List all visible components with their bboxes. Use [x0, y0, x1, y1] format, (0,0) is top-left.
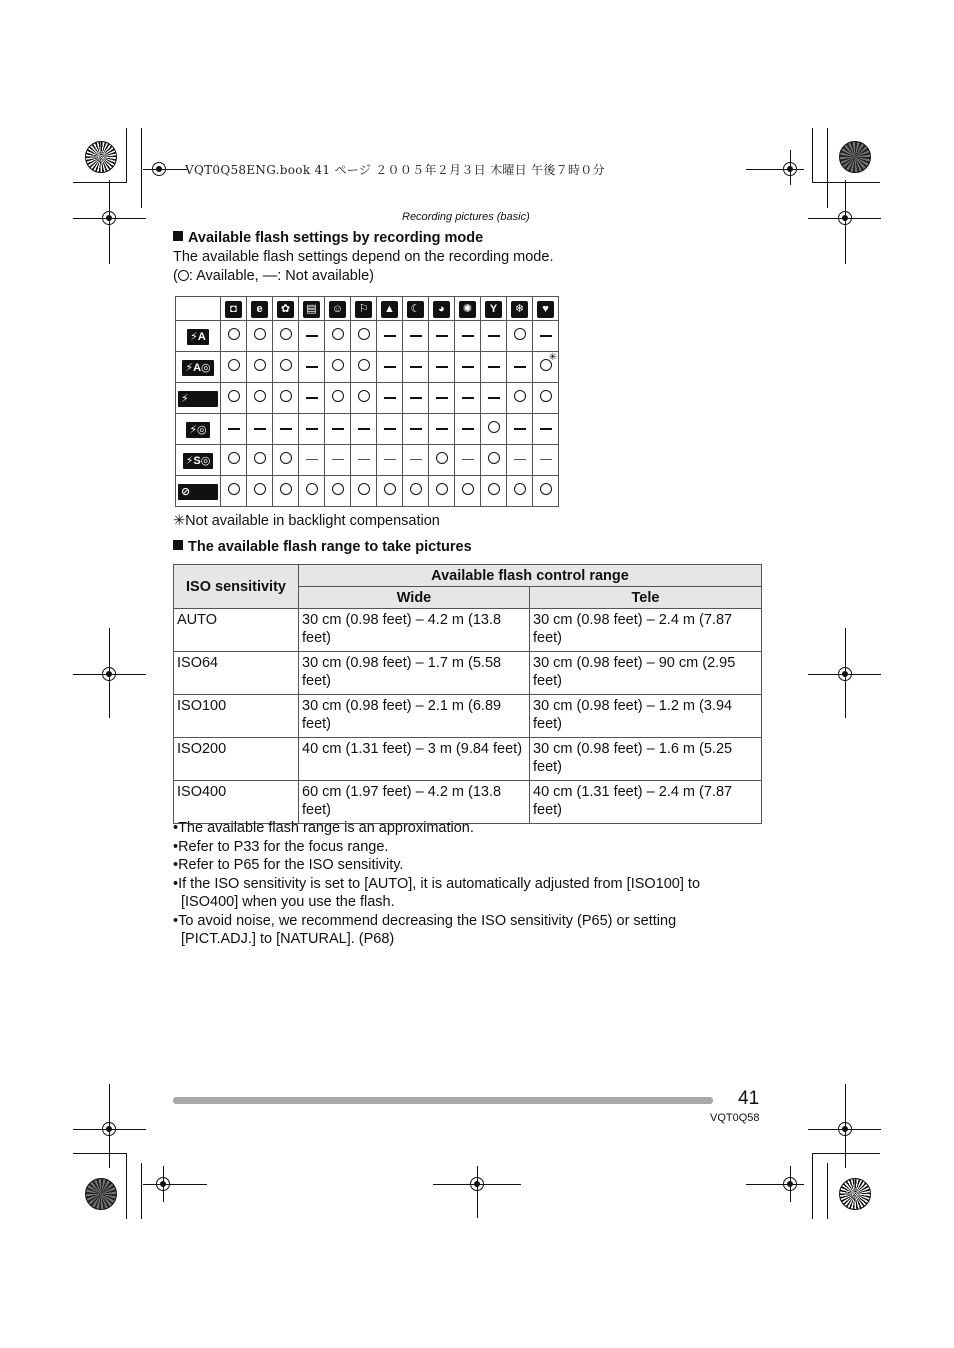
- note-text: Refer to P33 for the focus range.: [178, 838, 389, 855]
- flash-forced-on-icon: ⚡: [178, 391, 218, 407]
- not-available-dash-icon: [540, 428, 552, 430]
- mode-cell: [403, 445, 429, 476]
- mode-cell: [221, 352, 247, 383]
- available-circle-icon: [332, 328, 344, 340]
- mode-cell: [429, 321, 455, 352]
- range-cell-tele: 30 cm (0.98 feet) – 90 cm (2.95 feet): [530, 652, 762, 695]
- page-number: 41: [738, 1088, 760, 1109]
- flash-setting-cell: [176, 476, 221, 507]
- not-available-dash-icon: [228, 428, 240, 430]
- mode-cell: [377, 414, 403, 445]
- mode-cell: [455, 321, 481, 352]
- mode-cell: [507, 414, 533, 445]
- mode-cell: [533, 445, 559, 476]
- available-circle-icon: [280, 359, 292, 371]
- bullet-char: •: [173, 857, 179, 873]
- registration-mark-icon: [152, 162, 166, 176]
- mode-cell: [507, 321, 533, 352]
- mode-cell: [533, 352, 559, 383]
- not-available-dash-icon: [306, 428, 318, 430]
- range-cell-iso: ISO400: [174, 781, 299, 824]
- mode-column-header: [481, 297, 507, 321]
- mode-cell: [351, 321, 377, 352]
- mode-cell: [507, 383, 533, 414]
- not-available-dash-icon: [306, 335, 318, 337]
- mode-cell: [377, 476, 403, 507]
- fireworks-icon: ✺: [459, 301, 476, 318]
- mode-cell: [221, 445, 247, 476]
- not-available-dash-icon: [410, 459, 422, 460]
- mode-column-header: [325, 297, 351, 321]
- not-available-dash-icon: [410, 335, 422, 337]
- mode-cell: [429, 476, 455, 507]
- flash-range-table: [173, 564, 762, 824]
- available-circle-icon: [280, 452, 292, 464]
- mode-cell: [455, 352, 481, 383]
- mode-cell: [429, 414, 455, 445]
- range-cell-wide: 30 cm (0.98 feet) – 1.7 m (5.58 feet): [299, 652, 530, 695]
- mode-cell: [299, 445, 325, 476]
- available-circle-icon: [254, 452, 266, 464]
- list-item: [173, 819, 753, 838]
- registration-mark-icon: [102, 667, 116, 681]
- flash-auto-red-eye-icon: ⚡A◎: [182, 360, 213, 376]
- registration-disc-icon: [839, 141, 871, 173]
- night-portrait-icon: ◕: [433, 301, 450, 318]
- mode-cell: [299, 352, 325, 383]
- not-available-dash-icon: [306, 459, 318, 460]
- mode-cell: [221, 414, 247, 445]
- not-available-dash-icon: [332, 428, 344, 430]
- available-circle-icon: [280, 328, 292, 340]
- mode-cell: [481, 321, 507, 352]
- range-cell-wide: 60 cm (1.97 feet) – 4.2 m (13.8 feet): [299, 781, 530, 824]
- available-circle-icon: [228, 390, 240, 402]
- mode-column-header: [221, 297, 247, 321]
- available-circle-icon: [332, 359, 344, 371]
- economy-mode-icon: e: [251, 301, 268, 318]
- not-available-dash-icon: [358, 459, 370, 460]
- mode-cell: [481, 445, 507, 476]
- notes-list: [173, 819, 753, 949]
- mode-column-header: [351, 297, 377, 321]
- mode-cell: [455, 445, 481, 476]
- night-scenery-icon: ☾: [407, 301, 424, 318]
- note-text: If the ISO sensitivity is set to [AUTO], it is automatically adjusted from [ISO100] to [ISO400] when you use the flash.: [178, 875, 701, 910]
- mode-cell: [247, 321, 273, 352]
- available-circle-icon: [228, 328, 240, 340]
- available-circle-icon: [254, 483, 266, 495]
- mode-column-header: [533, 297, 559, 321]
- available-circle-icon: [358, 328, 370, 340]
- list-item: [173, 875, 753, 912]
- registration-mark-icon: [783, 1177, 797, 1191]
- mode-column-header: [273, 297, 299, 321]
- available-circle-icon: [488, 483, 500, 495]
- registration-disc-icon: [839, 1178, 871, 1210]
- mode-cell: [403, 383, 429, 414]
- available-circle-icon: [436, 452, 448, 464]
- section-heading-flash-range: The available flash range to take pictures: [173, 539, 472, 555]
- section-heading-flash-settings: Available flash settings by recording mode: [173, 230, 483, 246]
- table-row: [174, 695, 762, 738]
- range-cell-wide: 30 cm (0.98 feet) – 4.2 m (13.8 feet): [299, 609, 530, 652]
- square-bullet-icon: [173, 540, 183, 550]
- mode-cell: [429, 383, 455, 414]
- header-tele: Tele: [530, 587, 762, 609]
- not-available-dash-icon: [410, 428, 422, 430]
- mode-table-footnote: ✳Not available in backlight compensation: [173, 513, 440, 529]
- registration-mark-icon: [838, 1122, 852, 1136]
- not-available-dash-icon: [280, 428, 292, 430]
- not-available-dash-icon: [306, 397, 318, 399]
- mode-cell: [429, 445, 455, 476]
- mode-column-header: [507, 297, 533, 321]
- available-circle-icon: [332, 483, 344, 495]
- not-available-dash-icon: [462, 366, 474, 368]
- mode-cell: [455, 414, 481, 445]
- mode-cell: [299, 321, 325, 352]
- not-available-dash-icon: [332, 459, 344, 460]
- mode-cell: [325, 383, 351, 414]
- mode-column-header: [247, 297, 273, 321]
- not-available-dash-icon: [436, 366, 448, 368]
- available-circle-icon: [462, 483, 474, 495]
- available-circle-icon: [254, 359, 266, 371]
- mode-cell: [325, 321, 351, 352]
- not-available-dash-icon: [462, 397, 474, 399]
- available-circle-icon: [228, 483, 240, 495]
- mode-cell: [377, 383, 403, 414]
- snow-icon: ❄: [511, 301, 528, 318]
- mode-cell: [221, 476, 247, 507]
- legend: ( : Available, —: Not available): [173, 267, 374, 284]
- mode-header-row: [176, 297, 559, 321]
- available-circle-icon: [540, 483, 552, 495]
- mode-cell: [221, 383, 247, 414]
- mode-cell: [273, 414, 299, 445]
- mode-cell: [481, 352, 507, 383]
- mode-column-header: [455, 297, 481, 321]
- mode-cell: [351, 476, 377, 507]
- flash-auto-icon: ⚡A: [187, 329, 209, 345]
- mode-cell: [455, 476, 481, 507]
- registration-mark-icon: [102, 1122, 116, 1136]
- available-circle-icon: [488, 421, 500, 433]
- mode-row: [176, 476, 559, 507]
- not-available-dash-icon: [462, 335, 474, 337]
- mode-cell: [247, 414, 273, 445]
- party-icon: Y: [485, 301, 502, 318]
- not-available-dash-icon: [436, 428, 448, 430]
- mode-cell: [325, 352, 351, 383]
- portrait-icon: ☺: [329, 301, 346, 318]
- mode-cell: [299, 383, 325, 414]
- registration-mark-icon: [470, 1177, 484, 1191]
- not-available-dash-icon: [384, 459, 396, 460]
- mode-cell: [481, 476, 507, 507]
- mode-cell: [351, 383, 377, 414]
- note-text: The available flash range is an approximation.: [178, 820, 474, 836]
- not-available-dash-icon: [514, 459, 526, 460]
- running-head: Recording pictures (basic): [402, 211, 530, 223]
- baby-icon: ♥: [537, 301, 554, 318]
- mode-cell: [299, 414, 325, 445]
- list-item: [173, 838, 753, 857]
- note-text: Refer to P65 for the ISO sensitivity.: [178, 857, 404, 873]
- square-bullet-icon: [173, 231, 183, 241]
- not-available-dash-icon: [254, 428, 266, 430]
- available-circle-icon: [436, 483, 448, 495]
- mode-column-header: [429, 297, 455, 321]
- not-available-dash-icon: [436, 397, 448, 399]
- mode-cell: [299, 476, 325, 507]
- range-cell-wide: 30 cm (0.98 feet) – 2.1 m (6.89 feet): [299, 695, 530, 738]
- available-circle-icon: [280, 390, 292, 402]
- macro-icon: ✿: [277, 301, 294, 318]
- not-available-dash-icon: [540, 459, 552, 460]
- bullet-char: •: [173, 820, 179, 836]
- not-available-dash-icon: [462, 459, 474, 460]
- sports-icon: ⚐: [355, 301, 372, 318]
- range-cell-iso: AUTO: [174, 609, 299, 652]
- not-available-dash-icon: [306, 366, 318, 368]
- flash-mode-table: [175, 296, 559, 507]
- flash-off-icon: ⊘: [178, 484, 218, 500]
- mode-cell: [429, 352, 455, 383]
- flash-setting-cell: [176, 383, 221, 414]
- corner-cell: [176, 297, 221, 321]
- registration-mark-icon: [783, 162, 797, 176]
- bullet-char: •: [173, 875, 179, 892]
- available-circle-icon: [514, 483, 526, 495]
- mode-cell: [247, 383, 273, 414]
- not-available-dash-icon: [514, 428, 526, 430]
- mode-row: [176, 414, 559, 445]
- range-cell-iso: ISO100: [174, 695, 299, 738]
- available-circle-icon: [280, 483, 292, 495]
- mode-cell: [325, 476, 351, 507]
- available-circle-icon: [332, 390, 344, 402]
- table-row: [174, 609, 762, 652]
- mode-cell: [325, 445, 351, 476]
- mode-cell: [507, 352, 533, 383]
- range-cell-wide: 40 cm (1.31 feet) – 3 m (9.84 feet): [299, 738, 530, 781]
- flash-slow-sync-red-eye-icon: ⚡S◎: [183, 453, 214, 469]
- available-circle-icon: [254, 328, 266, 340]
- not-available-dash-icon: [436, 335, 448, 337]
- not-available-dash-icon: [410, 397, 422, 399]
- available-circle-icon: [306, 483, 318, 495]
- list-item: [173, 856, 753, 875]
- model-code: VQT0Q58: [710, 1112, 760, 1124]
- mode-cell: [403, 321, 429, 352]
- mode-cell: [351, 414, 377, 445]
- available-circle-icon: [514, 328, 526, 340]
- available-circle-icon: [254, 390, 266, 402]
- list-item: [173, 912, 753, 949]
- mode-cell: [351, 352, 377, 383]
- scenery-icon: ▲: [381, 301, 398, 318]
- available-circle-icon: [410, 483, 422, 495]
- not-available-dash-icon: [384, 366, 396, 368]
- mode-row: [176, 383, 559, 414]
- mode-column-header: [377, 297, 403, 321]
- mode-cell: [273, 445, 299, 476]
- available-circle-icon: [358, 483, 370, 495]
- flash-forced-red-eye-icon: ⚡◎: [186, 422, 209, 438]
- registration-disc-icon: [85, 141, 117, 173]
- mode-cell: [403, 414, 429, 445]
- not-available-dash-icon: [540, 335, 552, 337]
- header-iso-sensitivity: ISO sensitivity: [174, 565, 299, 609]
- available-circle-icon: [228, 359, 240, 371]
- mode-cell: [507, 476, 533, 507]
- mode-column-header: [299, 297, 325, 321]
- registration-mark-icon: [156, 1177, 170, 1191]
- range-cell-iso: ISO200: [174, 738, 299, 781]
- registration-mark-icon: [102, 211, 116, 225]
- not-available-dash-icon: [462, 428, 474, 430]
- not-available-dash-icon: [488, 366, 500, 368]
- mode-row: [176, 352, 559, 383]
- available-circle-icon: [358, 390, 370, 402]
- mode-row: [176, 321, 559, 352]
- mode-cell: [273, 352, 299, 383]
- mode-cell: [507, 445, 533, 476]
- note-text: To avoid noise, we recommend decreasing the ISO sensitivity (P65) or setting [PICT.ADJ.] to [NATURAL]. (P68): [178, 912, 677, 947]
- mode-cell: [481, 414, 507, 445]
- available-circle-icon: [384, 483, 396, 495]
- mode-cell: [377, 321, 403, 352]
- range-cell-tele: 40 cm (1.31 feet) – 2.4 m (7.87 feet): [530, 781, 762, 824]
- footnote-star: ✳: [548, 352, 557, 363]
- available-circle-icon: [514, 390, 526, 402]
- mode-column-header: [403, 297, 429, 321]
- intro-text: The available flash settings depend on the recording mode. ( : Available, —: Not available): [173, 249, 554, 284]
- registration-mark-icon: [838, 667, 852, 681]
- available-circle-icon: [178, 270, 189, 281]
- motion-picture-icon: ▤: [303, 301, 320, 318]
- mode-cell: [351, 445, 377, 476]
- mode-cell: [403, 352, 429, 383]
- mode-cell: [403, 476, 429, 507]
- footer-bar: [173, 1097, 713, 1104]
- mode-cell: [481, 383, 507, 414]
- bullet-char: •: [173, 838, 179, 855]
- table-row: [174, 781, 762, 824]
- not-available-dash-icon: [384, 428, 396, 430]
- mode-cell: [533, 476, 559, 507]
- mode-cell: [455, 383, 481, 414]
- flash-setting-cell: [176, 445, 221, 476]
- not-available-dash-icon: [410, 366, 422, 368]
- mode-row: [176, 445, 559, 476]
- registration-disc-icon: [85, 1178, 117, 1210]
- mode-cell: [247, 352, 273, 383]
- mode-cell: [533, 321, 559, 352]
- not-available-dash-icon: [488, 397, 500, 399]
- mode-cell: [221, 321, 247, 352]
- mode-cell: [377, 445, 403, 476]
- mode-cell: [273, 383, 299, 414]
- print-header: VQT0Q58ENG.book 41 ページ ２００５年２月３日 木曜日 午後７時０分: [185, 163, 605, 177]
- not-available-dash-icon: [514, 366, 526, 368]
- not-available-dash-icon: [358, 428, 370, 430]
- not-available-dash-icon: [384, 397, 396, 399]
- mode-cell: [247, 445, 273, 476]
- table-row: [174, 652, 762, 695]
- available-circle-icon: [358, 359, 370, 371]
- header-wide: Wide: [299, 587, 530, 609]
- bullet-char: •: [173, 912, 179, 929]
- mode-cell: [533, 383, 559, 414]
- table-row: [174, 738, 762, 781]
- flash-setting-cell: [176, 321, 221, 352]
- range-cell-tele: 30 cm (0.98 feet) – 1.6 m (5.25 feet): [530, 738, 762, 781]
- not-available-dash-icon: [488, 335, 500, 337]
- mode-cell: [273, 476, 299, 507]
- registration-mark-icon: [838, 211, 852, 225]
- mode-cell: [377, 352, 403, 383]
- header-flash-control-range: Available flash control range: [299, 565, 762, 587]
- mode-cell: [273, 321, 299, 352]
- available-circle-icon: [488, 452, 500, 464]
- camera-icon: ◘: [225, 301, 242, 318]
- available-circle-icon: [540, 390, 552, 402]
- not-available-dash-icon: [384, 335, 396, 337]
- range-cell-iso: ISO64: [174, 652, 299, 695]
- flash-setting-cell: [176, 352, 221, 383]
- range-cell-tele: 30 cm (0.98 feet) – 1.2 m (3.94 feet): [530, 695, 762, 738]
- range-cell-tele: 30 cm (0.98 feet) – 2.4 m (7.87 feet): [530, 609, 762, 652]
- mode-cell: [325, 414, 351, 445]
- mode-cell: [533, 414, 559, 445]
- available-circle-icon: [228, 452, 240, 464]
- mode-cell: [247, 476, 273, 507]
- flash-setting-cell: [176, 414, 221, 445]
